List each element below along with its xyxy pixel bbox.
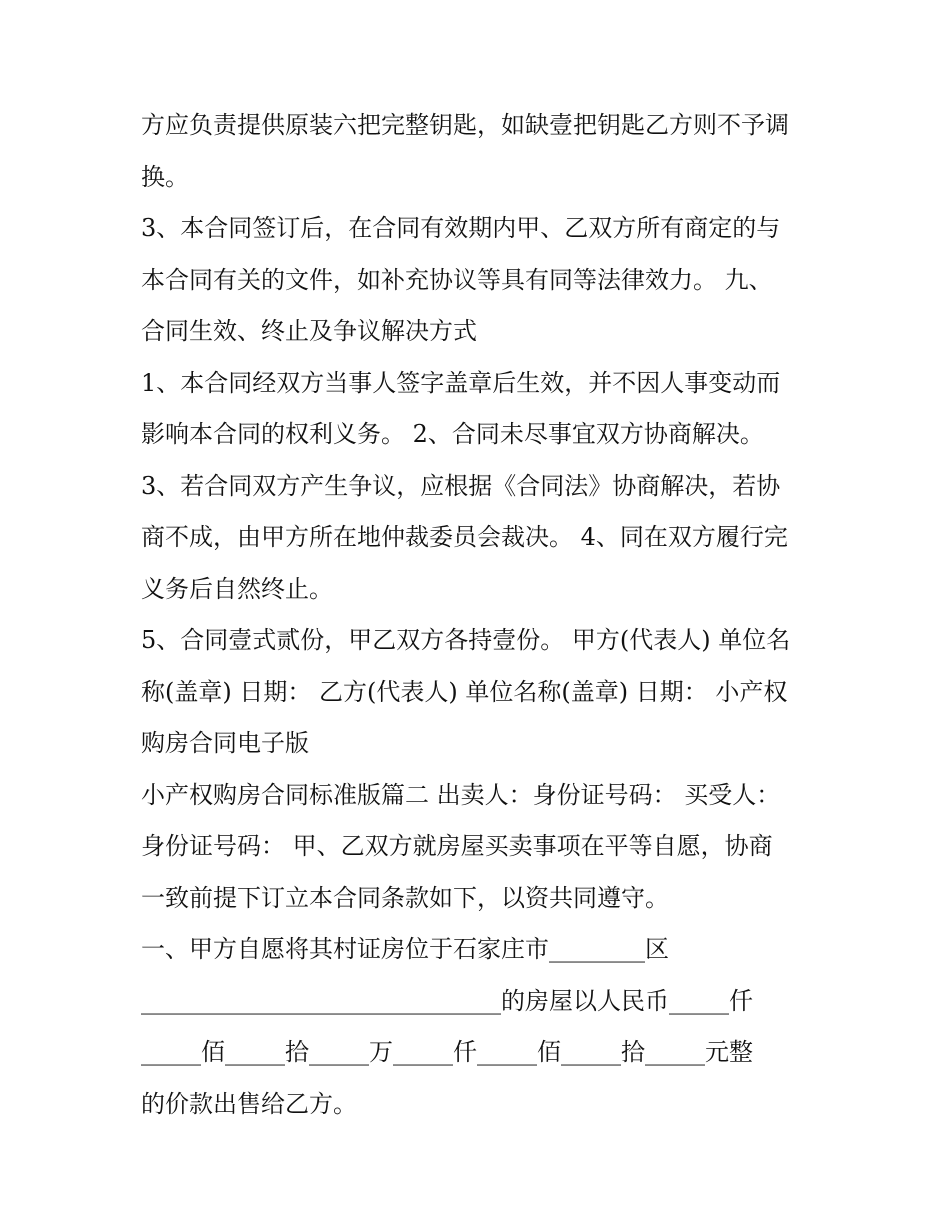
text-line: _____佰_____拾_____万_____仟_____佰_____拾_____元整 (141, 1038, 753, 1066)
text-line: 一致前提下订立本合同条款如下，以资共同遵守。 (141, 883, 669, 912)
text-line: 商不成，由甲方所在地仲裁委员会裁决。 4、同在双方履行完 (141, 523, 788, 551)
text-line: 一、甲方自愿将其村证房位于石家庄市________区 (141, 935, 669, 963)
text-line: 3、本合同签订后，在合同有效期内甲、乙双方所有商定的与 (141, 214, 781, 242)
text-line: 5、合同壹式贰份，甲乙双方各持壹份。 甲方(代表人) 单位名 (141, 626, 791, 654)
text-line: 3、若合同双方产生争议，应根据《合同法》协商解决，若协 (141, 471, 781, 500)
text-line: 小产权购房合同标准版篇二 出卖人：身份证号码： 买受人： (141, 780, 781, 809)
text-line: 本合同有关的文件，如补充协议等具有同等法律效力。 九、 (141, 265, 773, 294)
text-line: 身份证号码： 甲、乙双方就房屋买卖事项在平等自愿，协商 (141, 832, 773, 860)
text-line: 换。 (141, 162, 189, 191)
text-line: 义务后自然终止。 (141, 574, 333, 603)
text-line: 购房合同电子版 (141, 729, 309, 757)
text-line: ______________________________的房屋以人民币_____仟 (141, 986, 753, 1015)
text-line: 1、本合同经双方当事人签字盖章后生效，并不因人事变动而 (141, 368, 781, 397)
section-heading-line: 合同生效、终止及争议解决方式 (141, 317, 477, 345)
contract-text-body (141, 100, 821, 1130)
text-line: 的价款出售给乙方。 (141, 1089, 357, 1118)
text-line: 方应负责提供原装六把完整钥匙，如缺壹把钥匙乙方则不予调 (141, 111, 789, 139)
text-line: 称(盖章) 日期： 乙方(代表人) 单位名称(盖章) 日期： 小产权 (141, 677, 788, 706)
text-line: 影响本合同的权利义务。 2、合同未尽事宜双方协商解决。 (141, 420, 764, 448)
